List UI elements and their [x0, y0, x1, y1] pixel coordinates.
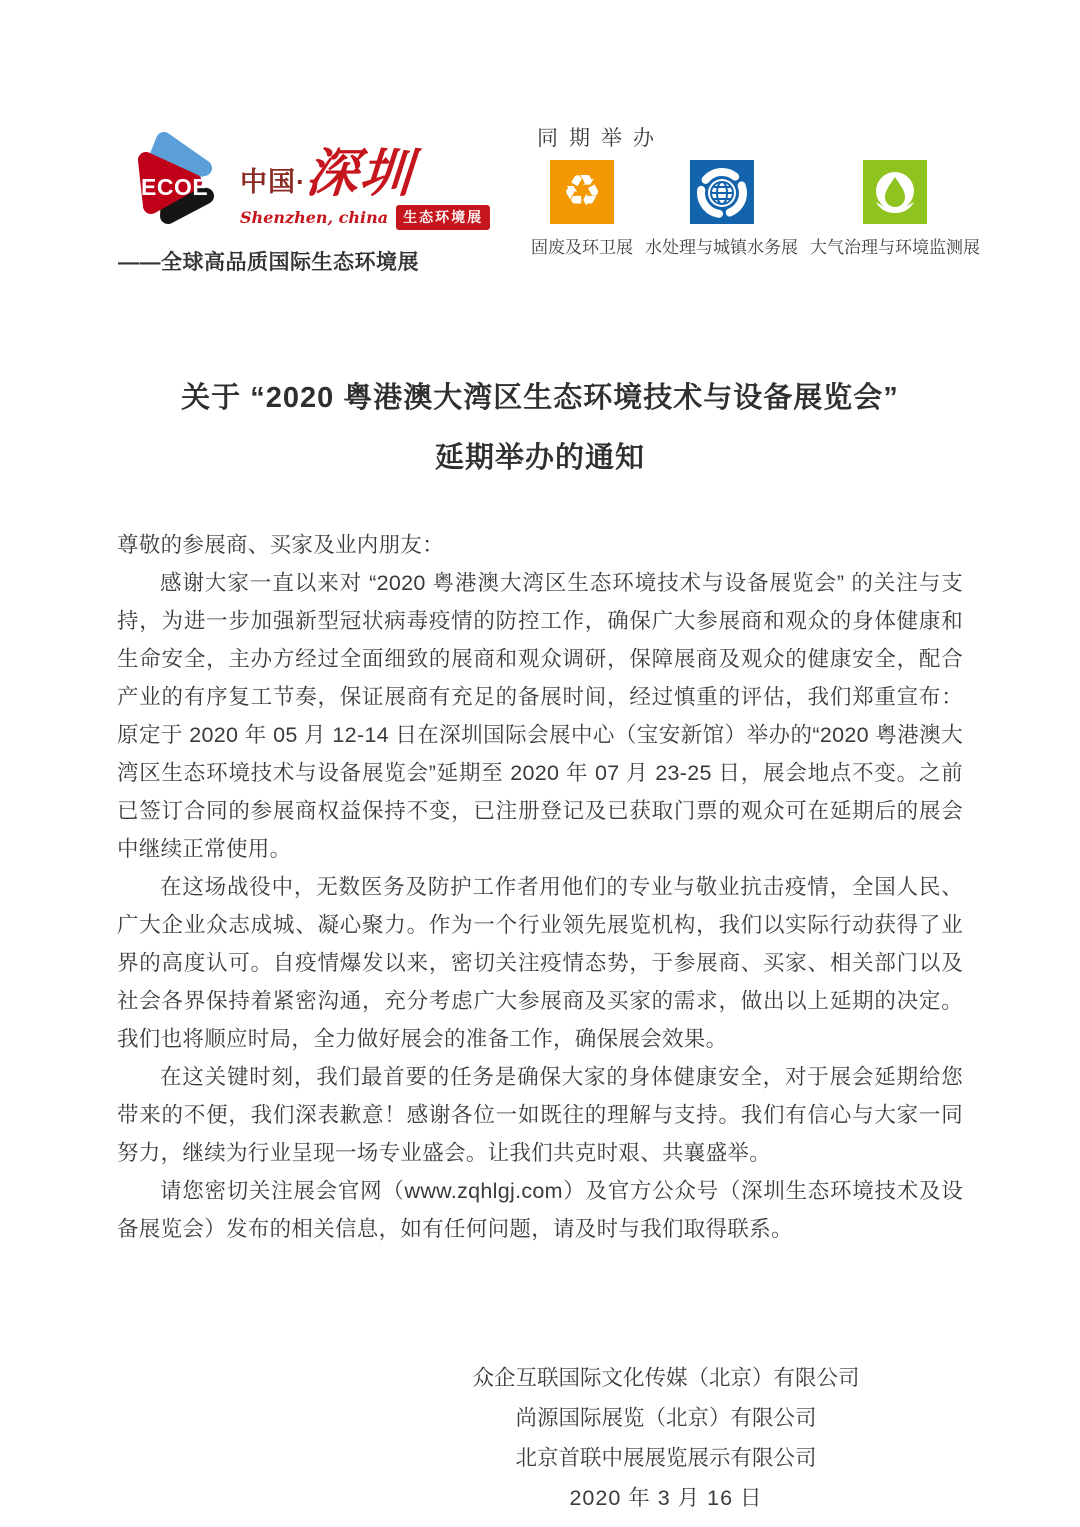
expo-label: 水处理与城镇水务展: [645, 238, 798, 257]
eco-expo-badge: 生态环境展: [396, 205, 490, 230]
notice-body: [117, 526, 963, 1248]
page-header: [0, 0, 1080, 276]
expo-list: [531, 160, 980, 258]
concurrent-title: 同期举办: [537, 127, 665, 150]
paragraph-1: 感谢大家一直以来对 “2020 粤港澳大湾区生态环境技术与设备展览会” 的关注与支持，为进一步加强新型冠状病毒疫情的防控工作，确保广大参展商和观众的身体健康和生命安全，主办方经过全面细致的展商和观众调研，保障展商及观众的健康安全，配合产业的有序复工节奏，保证展商有充足的备展时间，经过慎重的评估，我们郑重宣布：原定于 2020 年 05 月 12-14 日在深圳国际会展中心（宝安新馆）举办的“2020 粤港澳大湾区生态环境技术与设备展览会”延期至 2020 年 07 月 23-25 日，展会地点不变。之前已签订合同的参展商权益保持不变，已注册登记及已获取门票的观众可在延期后的展会中继续正常使用。: [117, 571, 963, 861]
ecoe-logo-icon: [118, 122, 230, 234]
paragraph-2: 在这场战役中，无数医务及防护工作者用他们的专业与敬业抗击疫情，全国人民、广大企业众志成城、凝心聚力。作为一个行业领先展览机构，我们以实际行动获得了业界的高度认可。自疫情爆发以来，密切关注疫情态势，于参展商、买家、相关部门以及社会各界保持着紧密沟通，充分考虑广大参展商及买家的需求，做出以上延期的决定。我们也将顺应时局，全力做好展会的准备工作，确保展会效果。: [117, 875, 963, 1051]
brand-country-prefix: 中国·: [240, 167, 306, 197]
notice-title-line1: 关于 “2020 粤港澳大湾区生态环境技术与设备展览会”: [181, 382, 899, 414]
expo-item-solid-waste: [531, 160, 633, 258]
signature-date: 2020 年 3 月 16 日: [569, 1486, 763, 1510]
notice-title-line2: 延期举办的通知: [434, 442, 645, 474]
paragraph-3: 在这关键时刻，我们最首要的任务是确保大家的身体健康安全，对于展会延期给您带来的不便，我们深表歉意！感谢各位一如既往的理解与支持。我们有信心与大家一同努力，继续为行业呈现一场专业盛会。让我们共克时艰、共襄盛举。: [117, 1065, 963, 1165]
paragraph-4: 请您密切关注展会官网（www.zqhlgj.com）及官方公众号（深圳生态环境技术及设备展览会）发布的相关信息，如有任何问题，请及时与我们取得联系。: [117, 1179, 963, 1241]
expo-label: 固废及环卫展: [531, 238, 633, 257]
notice-title: [0, 368, 1080, 488]
signature-company-3: 北京首联中展展览展示有限公司: [515, 1446, 817, 1470]
salutation: 尊敬的参展商、买家及业内朋友：: [117, 533, 445, 557]
brand-tagline: ——全球高品质国际生态环境展: [118, 251, 419, 274]
expo-item-air-monitoring: [810, 160, 980, 258]
brand-block: [118, 122, 484, 276]
concurrent-expos-block: [531, 122, 980, 258]
recycle-icon: ♻: [550, 160, 614, 224]
brand-english-subtitle: Shenzhen, china: [240, 208, 389, 227]
signature-block: [0, 1358, 1080, 1518]
ecoe-logo-text: ECOE: [141, 174, 209, 200]
signature-company-2: 尚源国际展览（北京）有限公司: [515, 1406, 817, 1430]
signature-company-1: 众企互联国际文化传媒（北京）有限公司: [472, 1366, 860, 1390]
leaf-drop-icon: [863, 160, 927, 224]
water-globe-icon: [690, 160, 754, 224]
brand-city-name: 深圳: [303, 143, 417, 204]
expo-label: 大气治理与环境监测展: [810, 238, 980, 257]
expo-item-water-treatment: [645, 160, 798, 258]
brand-text: [240, 122, 490, 230]
